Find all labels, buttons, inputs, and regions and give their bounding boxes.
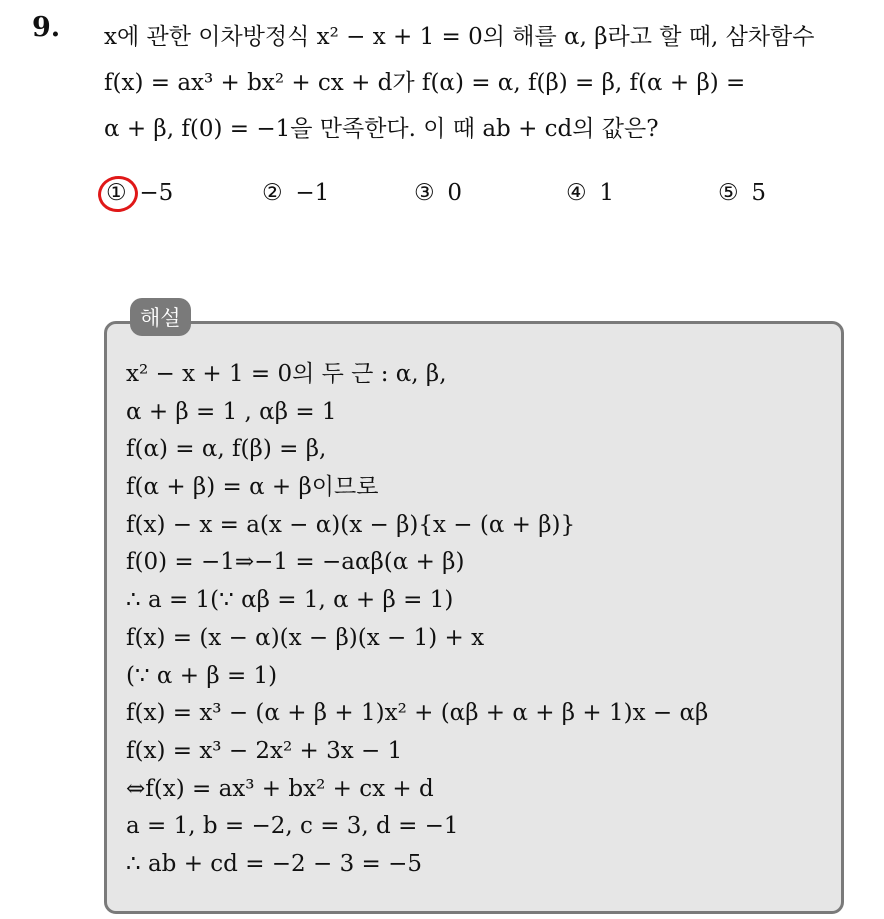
solution-line: f(x) = x³ − (α + β + 1)x² + (αβ + α + β + 1)x − αβ (126, 700, 709, 727)
solution-line: a = 1, b = −2, c = 3, d = −1 (126, 813, 459, 840)
choice-5[interactable] (718, 180, 766, 206)
solution-line: f(α + β) = α + β이므로 (126, 474, 379, 501)
choice-mark: ③ (414, 180, 435, 206)
problem-number: 9. (32, 12, 61, 43)
solution-line: (∵ α + β = 1) (126, 662, 278, 689)
solution-line: f(x) = (x − α)(x − β)(x − 1) + x (126, 624, 485, 651)
answer-choices (106, 180, 806, 220)
solution-line: f(α) = α, f(β) = β, (126, 436, 327, 463)
choice-mark: ① (106, 180, 127, 206)
solution-label: 해설 (130, 298, 191, 336)
solution-line: ∴ ab + cd = −2 − 3 = −5 (126, 850, 423, 877)
choice-3[interactable] (414, 180, 462, 206)
choice-value: −1 (295, 180, 330, 206)
choice-mark: ⑤ (718, 180, 739, 206)
choice-mark: ④ (566, 180, 587, 206)
solution-line: α + β = 1 , αβ = 1 (126, 398, 337, 425)
solution-line: f(x) − x = a(x − α)(x − β){x − (α + β)} (126, 511, 576, 538)
solution-line: ⇔f(x) = ax³ + bx² + cx + d (126, 775, 434, 802)
choice-value: 5 (751, 180, 766, 206)
solution-line: ∴ a = 1(∵ αβ = 1, α + β = 1) (126, 587, 454, 614)
problem-line: f(x) = ax³ + bx² + cx + d가 f(α) = α, f(β) = β, f(α + β) = (104, 70, 746, 96)
problem-line: x에 관한 이차방정식 x² − x + 1 = 0의 해를 α, β라고 할 때, 삼차함수 (104, 24, 815, 50)
selected-answer-circle (96, 173, 141, 214)
problem-text (104, 14, 869, 152)
solution-line: x² − x + 1 = 0의 두 근 : α, β, (126, 361, 447, 387)
choice-mark: ② (262, 180, 283, 206)
choice-value: 1 (599, 180, 614, 206)
choice-2[interactable] (262, 180, 329, 206)
solution-lines (126, 356, 826, 884)
problem-line: α + β, f(0) = −1을 만족한다. 이 때 ab + cd의 값은? (104, 116, 659, 142)
choice-value: 0 (447, 180, 462, 206)
choice-1[interactable] (106, 180, 173, 206)
choice-value: −5 (139, 180, 174, 206)
solution-line: f(0) = −1⇒−1 = −aαβ(α + β) (126, 549, 465, 576)
choice-4[interactable] (566, 180, 614, 206)
solution-line: f(x) = x³ − 2x² + 3x − 1 (126, 737, 403, 764)
